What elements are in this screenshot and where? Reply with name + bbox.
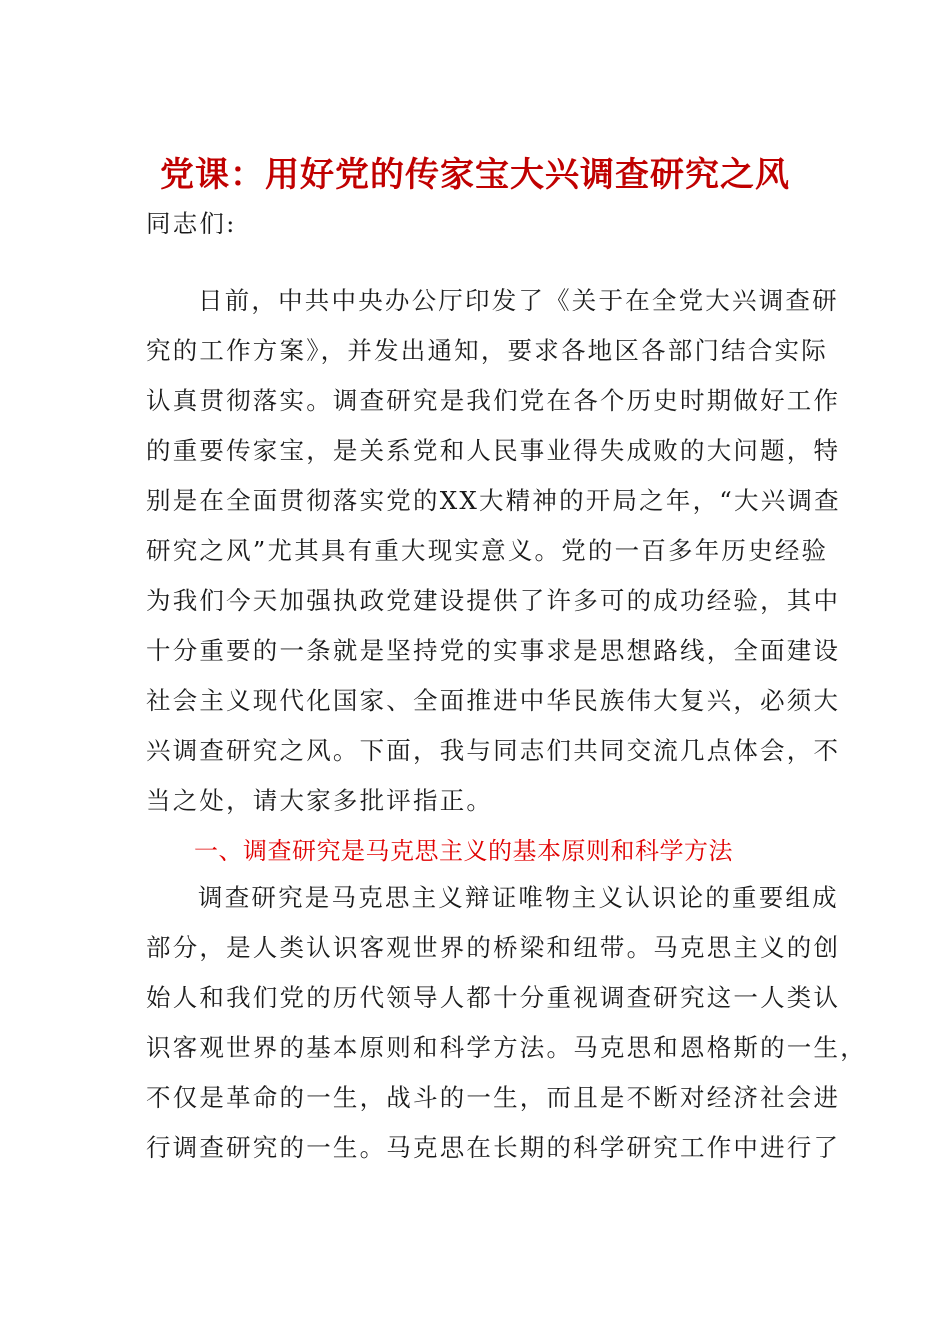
page-title: 党课：用好党的传家宝大兴调查研究之风 bbox=[160, 155, 790, 195]
paragraph-line: 别是在全面贯彻落实党的XX大精神的开局之年，“大兴调查 bbox=[146, 486, 841, 515]
salutation bbox=[146, 199, 796, 249]
paragraph-line: 究的工作方案》，并发出通知，要求各地区各部门结合实际 bbox=[146, 336, 828, 365]
paragraph-line: 不仅是革命的一生，战斗的一生，而且是不断对经济社会进 bbox=[146, 1083, 841, 1112]
section-heading-1: 一、调查研究是马克思主义的基本原则和科学方法 bbox=[194, 837, 733, 865]
paragraph-line: 始人和我们党的历代领导人都十分重视调查研究这一人类认 bbox=[146, 983, 841, 1012]
paragraph-line: 日前，中共中央办公厅印发了《关于在全党大兴调查研 bbox=[198, 286, 839, 315]
paragraph-line: 兴调查研究之风。下面，我与同志们共同交流几点体会，不 bbox=[146, 736, 841, 765]
paragraph-line: 部分，是人类认识客观世界的桥梁和纽带。马克思主义的创 bbox=[146, 933, 841, 962]
paragraph-line: 十分重要的一条就是坚持党的实事求是思想路线，全面建设 bbox=[146, 636, 841, 665]
paragraph-line: 行调查研究的一生。马克思在长期的科学研究工作中进行了 bbox=[146, 1133, 841, 1162]
paragraph-line: 为我们今天加强执政党建设提供了许多可的成功经验，其中 bbox=[146, 586, 841, 615]
paragraph-section-1 bbox=[146, 873, 867, 1173]
paragraph-line: 研究之风”尤其具有重大现实意义。党的一百多年历史经验 bbox=[146, 536, 829, 565]
paragraph-line: 认真贯彻落实。调查研究是我们党在各个历史时期做好工作 bbox=[146, 386, 841, 415]
paragraph-line: 的重要传家宝，是关系党和人民事业得失成败的大问题，特 bbox=[146, 436, 841, 465]
paragraph-line: 识客观世界的基本原则和科学方法。马克思和恩格斯的一生， bbox=[146, 1033, 867, 1062]
paragraph-line: 调查研究是马克思主义辩证唯物主义认识论的重要组成 bbox=[198, 883, 839, 912]
paragraph-line: 社会主义现代化国家、全面推进中华民族伟大复兴，必须大 bbox=[146, 686, 841, 715]
salutation-text: 同志们: bbox=[146, 209, 237, 238]
paragraph-intro bbox=[146, 276, 841, 826]
paragraph-line: 当之处，请大家多批评指正。 bbox=[146, 786, 494, 815]
